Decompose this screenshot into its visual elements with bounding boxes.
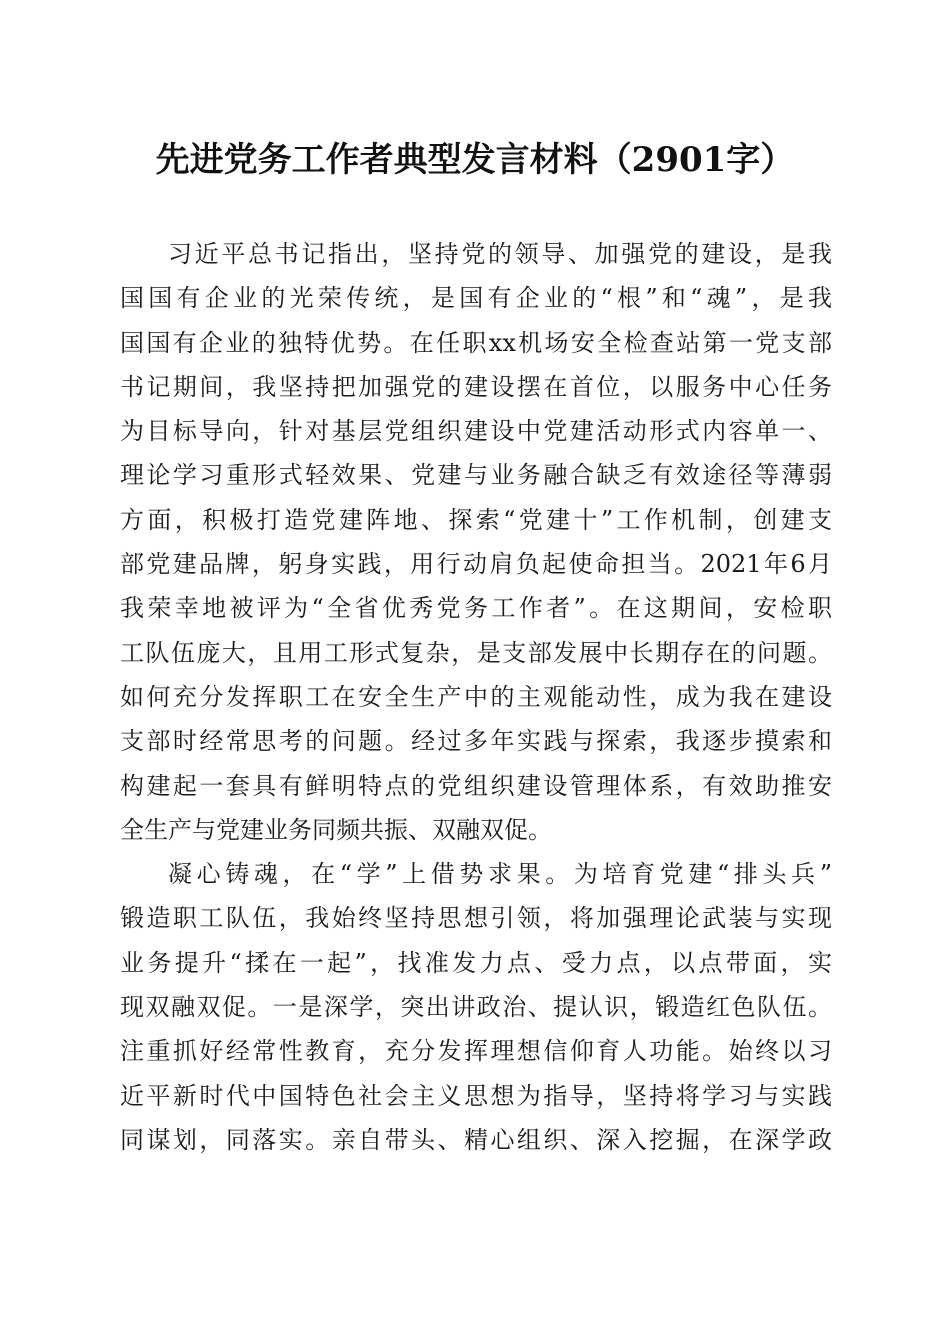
text-line: 工队伍庞大，且用工形式复杂，是支部发展中长期存在的问题。 (120, 638, 832, 667)
text-line: 全生产与党建业务同频共振、双融双促。 (120, 815, 552, 844)
text-line: 如何充分发挥职工在安全生产中的主观能动性，成为我在建设 (120, 682, 832, 711)
text-line: 业务提升“揉在一起”，找准发力点、受力点，以点带面，实 (120, 948, 832, 977)
text-line: 现双融双促。一是深学，突出讲政治、提认识，锻造红色队伍。 (120, 993, 832, 1022)
text-line: 为目标导向，针对基层党组织建设中党建活动形式内容单一、 (120, 417, 832, 446)
document-title: 先进党务工作者典型发言材料（2901字） (155, 140, 795, 180)
text-line: 构建起一套具有鲜明特点的党组织建设管理体系，有效助推安 (120, 771, 832, 800)
text-line: 国国有企业的独特优势。在任职xx机场安全检查站第一党支部 (120, 328, 832, 357)
text-line: 书记期间，我坚持把加强党的建设摆在首位，以服务中心任务 (120, 372, 832, 401)
text-line: 锻造职工队伍，我始终坚持思想引领，将加强理论武装与实现 (120, 904, 832, 933)
text-line: 方面，积极打造党建阵地、探索“党建十”工作机制，创建支 (120, 505, 832, 534)
text-line: 国国有企业的光荣传统，是国有企业的“根”和“魂”，是我 (120, 284, 832, 313)
text-line: 同谋划，同落实。亲自带头、精心组织、深入挖掘，在深学政 (120, 1125, 832, 1154)
text-line: 我荣幸地被评为“全省优秀党务工作者”。在这期间，安检职 (120, 594, 832, 623)
text-line: 注重抓好经常性教育，充分发挥理想信仰育人功能。始终以习 (120, 1037, 832, 1066)
text-line: 近平新时代中国特色社会主义思想为指导，坚持将学习与实践 (120, 1081, 832, 1110)
text-line: 凝心铸魂，在“学”上借势求果。为培育党建“排头兵” (168, 860, 832, 889)
text-line: 支部时经常思考的问题。经过多年实践与探索，我逐步摸索和 (120, 727, 832, 756)
text-line: 理论学习重形式轻效果、党建与业务融合缺乏有效途径等薄弱 (120, 461, 832, 490)
text-line: 部党建品牌，躬身实践，用行动肩负起使命担当。2021年6月 (120, 550, 832, 579)
paragraph-study (120, 852, 832, 1162)
document-body (120, 232, 832, 1162)
text-line: 习近平总书记指出，坚持党的领导、加强党的建设，是我 (168, 240, 832, 268)
paragraph-intro (120, 232, 832, 852)
